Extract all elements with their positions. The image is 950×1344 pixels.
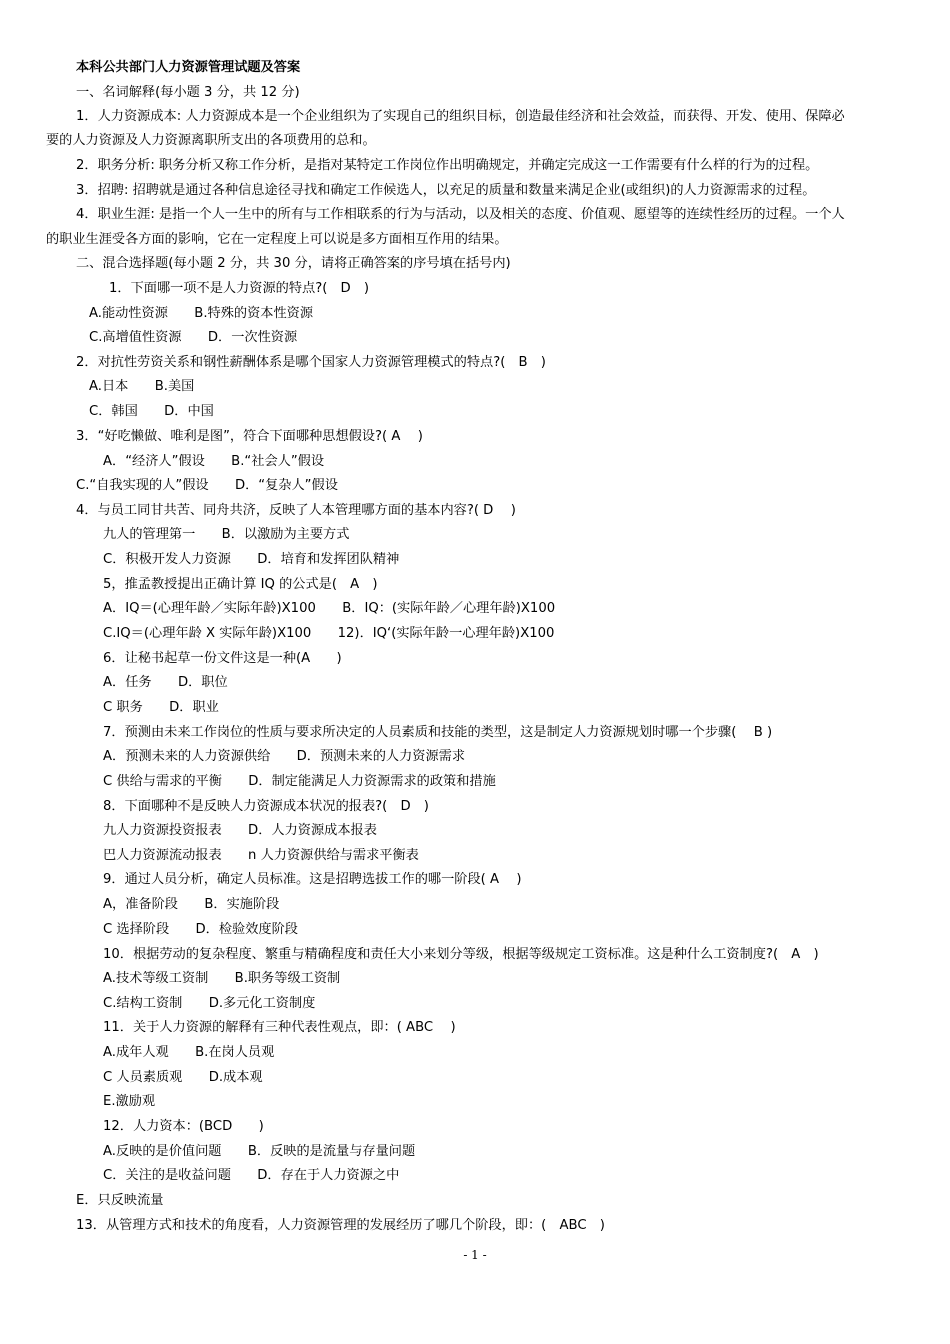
question-options: 九人力资源投资报表 D．人力资源成本报表 (103, 823, 377, 838)
question: 3．“好吃懒做、唯利是图”，符合下面哪种思想假设?( A ) (76, 429, 423, 444)
question: 11．关于人力资源的解释有三种代表性观点，即：( ABC ) (103, 1020, 456, 1035)
question: 9．通过人员分析，确定人员标准。这是招聘选拔工作的哪一阶段( A ) (103, 872, 522, 887)
question-options: A，准备阶段 B．实施阶段 (103, 897, 280, 912)
definition-item: 2．职务分析: 职务分析又称工作分析，是指对某特定工作岗位作出明确规定，并确定完成这一工作需要有什么样的行为的过程。 (76, 158, 819, 173)
question-options: A.技术等级工资制 B.职务等级工资制 (103, 971, 341, 986)
question: 8．下面哪种不是反映人力资源成本状况的报表?( D ) (103, 799, 429, 814)
question-options: C.“自我实现的人”假设 D．“复杂人”假设 (76, 478, 338, 493)
section-heading: 一、名词解释(每小题 3 分，共 12 分) (76, 85, 300, 100)
section-heading: 二、混合选择题(每小题 2 分，共 30 分，请将正确答案的序号填在括号内) (76, 256, 511, 271)
question: 5，推孟教授提出正确计算 IQ 的公式是( A ) (103, 577, 378, 592)
doc-title: 本科公共部门人力资源管理试题及答案 (76, 60, 301, 75)
question: 4．与员工同甘共苦、同舟共济，反映了人本管理哪方面的基本内容?( D ) (76, 503, 516, 518)
question: 7．预测由未来工作岗位的性质与要求所决定的人员素质和技能的类型，这是制定人力资源规划时哪一个步骤( B ) (103, 725, 773, 740)
question: 10．根据劳动的复杂程度、繁重与精确程度和责任大小来划分等级，根据等级规定工资标准。这是种什么工资制度?( A ) (103, 947, 819, 962)
question-options: A.反映的是价值问题 B．反映的是流量与存量问题 (103, 1144, 416, 1159)
question-options: C 供给与需求的平衡 D．制定能满足人力资源需求的政策和措施 (103, 774, 496, 789)
question-options: C 选择阶段 D．检验效度阶段 (103, 922, 298, 937)
question-options: 九人的管理第一 B．以激励为主要方式 (103, 527, 350, 542)
question-options: E．只反映流量 (76, 1193, 164, 1208)
question: 6．让秘书起草一份文件这是一种(A ) (103, 651, 342, 666)
question: 2．对抗性劳资关系和钢性薪酬体系是哪个国家人力资源管理模式的特点?( B ) (76, 355, 546, 370)
question-options: C.结构工资制 D.多元化工资制度 (103, 996, 316, 1011)
question: 12．人力资本：(BCD ) (103, 1119, 264, 1134)
question-options: C．关注的是收益问题 D．存在于人力资源之中 (103, 1168, 400, 1183)
question-options: C 职务 D．职业 (103, 700, 219, 715)
definition-item: 1．人力资源成本: 人力资源成本是一个企业组织为了实现自己的组织目标，创造最佳经济和社会效益，而获得、开发、使用、保障必 (76, 109, 845, 124)
question-options: A．“经济人”假设 B.“社会人”假设 (103, 454, 325, 469)
question-options: C．积极开发人力资源 D．培育和发挥团队精神 (103, 552, 400, 567)
question-options: C．韩国 D．中国 (89, 404, 214, 419)
question-options: A．IQ＝(心理年龄／实际年龄)X100 B．IQ：(实际年龄／心理年龄)X100 (103, 601, 556, 616)
definition-item: 3．招聘: 招聘就是通过各种信息途径寻找和确定工作候选人，以充足的质量和数量来满足企业(或组织)的人力资源需求的过程。 (76, 183, 816, 198)
question-options: A．任务 D．职位 (103, 675, 228, 690)
definition-item-cont: 的职业生涯受各方面的影响，它在一定程度上可以说是多方面相互作用的结果。 (46, 232, 508, 247)
question: 13．从管理方式和技术的角度看，人力资源管理的发展经历了哪几个阶段，即：( ABC ) (76, 1218, 605, 1233)
question-options: A.日本 B.美国 (89, 379, 195, 394)
question-options: C.IQ＝(心理年龄 X 实际年龄)X100 12)．IQ‘(实际年龄一心理年龄)X100 (103, 626, 555, 641)
question: 1．下面哪一项不是人力资源的特点?( D ) (109, 281, 370, 296)
question-options: A．预测未来的人力资源供给 D．预测未来的人力资源需求 (103, 749, 466, 764)
question-options: C 人员素质观 D.成本观 (103, 1070, 263, 1085)
question-options: A.成年人观 B.在岗人员观 (103, 1045, 275, 1060)
question-options: E.激励观 (103, 1094, 156, 1109)
question-options: A.能动性资源 B.特殊的资本性资源 (89, 306, 314, 321)
question-options: 巴人力资源流动报表 n 人力资源供给与需求平衡表 (103, 848, 419, 863)
definition-item: 4．职业生涯: 是指一个人一生中的所有与工作相联系的行为与活动，以及相关的态度、价值观、愿望等的连续性经历的过程。一个人 (76, 207, 845, 222)
page-number: - 1 - (463, 1248, 487, 1262)
question-options: C.高增值性资源 D．一次性资源 (89, 330, 298, 345)
definition-item-cont: 要的人力资源及人力资源离职所支出的各项费用的总和。 (46, 133, 376, 148)
